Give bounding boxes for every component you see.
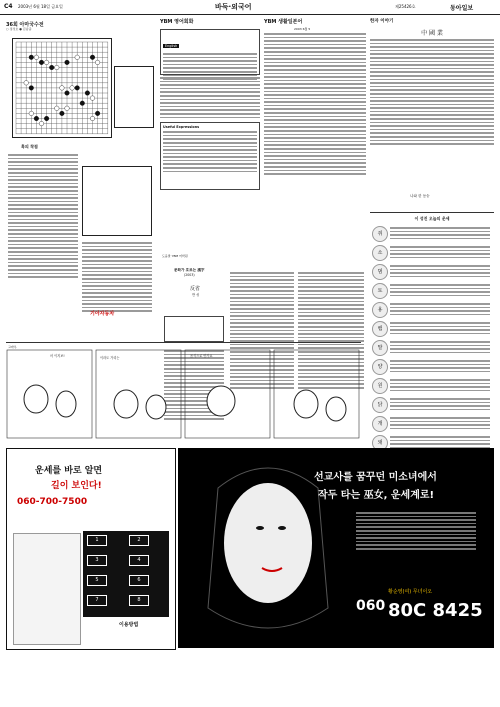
paper-name: 동아일보 (450, 5, 474, 12)
ad-number-cell: 4 (129, 555, 149, 566)
go-stone (90, 116, 95, 121)
ad-left-number-grid (83, 531, 169, 617)
cartoon-bubble-2: 이라도 가리는 (100, 356, 120, 360)
zodiac-icon: 토 (372, 283, 388, 299)
cartoon-bubble-3: 음식으로 만가요 (190, 354, 213, 358)
go-board-grid (13, 39, 111, 137)
ad-left-phone: 060-700-7500 (17, 497, 88, 507)
go-stone (95, 111, 100, 116)
go-stone (85, 91, 90, 96)
go-players: ○ 정성호 ● 김남중 (6, 27, 32, 31)
go-stone (29, 55, 34, 60)
fortune-ad-left (6, 448, 176, 650)
fortune-row (372, 320, 492, 337)
go-stone (65, 60, 70, 65)
ad-number-cell: 3 (87, 555, 107, 566)
ybm-english-expressions-title: Useful Expressions (163, 125, 200, 130)
go-board-main (12, 38, 112, 138)
fortune-text (390, 377, 490, 393)
fortune-row (372, 282, 492, 299)
page-date: 2003년 6월 18일 금요일 (18, 4, 63, 9)
ad-right-headline-1: 선교사를 꿈꾸던 미소녀에서 (314, 472, 437, 483)
ad-number-cell: 6 (129, 575, 149, 586)
zodiac-icon: 돼 (372, 435, 388, 451)
go-stone (34, 55, 39, 60)
fortune-column (370, 212, 494, 453)
ad-right-phone-prefix: 060 (356, 598, 386, 614)
go-text-left (8, 152, 78, 280)
ybm-japanese-label: YBM 생활일본어 (264, 19, 303, 25)
ad-left-icon-grid (13, 533, 81, 645)
fortune-row (372, 263, 492, 280)
fortune-text (390, 339, 490, 355)
go-stone (55, 65, 60, 70)
ybm-english-column (160, 18, 260, 263)
ybm-english-label: YBM 영어회화 (160, 19, 194, 25)
zodiac-icon: 닭 (372, 397, 388, 413)
ad-number-cell: 1 (87, 535, 107, 546)
go-stone (65, 106, 70, 111)
go-stone (29, 111, 34, 116)
go-column (6, 18, 154, 320)
go-stone (44, 116, 49, 121)
fortune-text (390, 301, 490, 317)
issue-number: 제25426호 (395, 4, 416, 9)
ad-right-body (356, 510, 476, 552)
go-stone (29, 86, 34, 91)
ad-right-headline-2: 작두 타는 巫女, 운세계로! (318, 490, 435, 501)
culture-table (164, 316, 224, 342)
cartoon-drawing (6, 349, 361, 441)
hanja-footer: 나와 한 동숭 (410, 194, 430, 198)
fortune-row (372, 377, 492, 394)
fortune-ad-right (178, 448, 494, 648)
culture-title: 문화가 흐르는 漢字 (174, 268, 205, 272)
go-stone (60, 111, 65, 116)
fortune-row (372, 301, 492, 318)
ybm-english-expressions-text (163, 131, 257, 172)
go-stone (95, 60, 100, 65)
go-stone (70, 86, 75, 91)
go-stone (65, 91, 70, 96)
cartoon-strip (6, 342, 361, 443)
page-number: C4 (4, 3, 13, 10)
zodiac-icon: 범 (372, 264, 388, 280)
go-stone (34, 116, 39, 121)
fortune-text (390, 320, 490, 336)
go-caption: 흑의 착점 (21, 144, 38, 149)
go-stone (49, 65, 54, 70)
go-stone (24, 81, 29, 86)
zodiac-icon: 뱀 (372, 321, 388, 337)
go-board-small (82, 166, 152, 236)
ybm-english-pill: English (165, 44, 178, 48)
go-stone (75, 86, 80, 91)
zodiac-icon: 양 (372, 359, 388, 375)
fortune-text (390, 282, 490, 298)
zodiac-icon: 소 (372, 245, 388, 261)
go-stone (60, 86, 65, 91)
fortune-text (390, 396, 490, 412)
zodiac-icon: 원 (372, 378, 388, 394)
zodiac-icon: 개 (372, 416, 388, 432)
ybm-japanese-column (264, 18, 366, 263)
fortune-row (372, 339, 492, 356)
fortune-row (372, 225, 492, 242)
ad-number-cell: 2 (129, 535, 149, 546)
ad-number-cell: 5 (87, 575, 107, 586)
ad-left-headline-2: 길이 보인다! (51, 481, 102, 491)
ybm-english-box (160, 29, 260, 75)
go-stone (39, 121, 44, 126)
ybm-japanese-body (264, 33, 366, 175)
zodiac-icon: 쥐 (372, 226, 388, 242)
fortune-text (390, 358, 490, 374)
ad-right-phone: 80C 8425 (388, 600, 483, 621)
fortune-row (372, 415, 492, 432)
zodiac-icon: 용 (372, 302, 388, 318)
go-stone (90, 96, 95, 101)
ad-number-cell: 8 (129, 595, 149, 606)
hanja-word: 中 國 業 (421, 30, 443, 37)
culture-reading: 반 성 (192, 293, 200, 297)
ybm-japanese-note: 2003 6월 5 (294, 27, 311, 31)
ybm-english-expressions (160, 122, 260, 190)
go-stone (90, 55, 95, 60)
cartoon-bubble-1: 어 이지보! (50, 354, 65, 358)
ybm-english-box-text (163, 53, 257, 80)
fortune-text (390, 225, 490, 241)
hanja-body (370, 39, 494, 145)
cartoon-label: 고바우 (8, 345, 17, 349)
go-stone (55, 106, 60, 111)
go-stone (44, 60, 49, 65)
go-stone (39, 60, 44, 65)
go-sponsor-logo: 기아자동차 (90, 311, 115, 317)
ad-left-headline-1: 운세를 바로 알면 (35, 466, 103, 476)
section-title: 바둑·외국어 (215, 3, 252, 11)
hanja-title: 한자 이야기 (370, 19, 394, 24)
culture-year: (2003) (184, 273, 195, 277)
fortune-row (372, 396, 492, 413)
fortune-text (390, 263, 490, 279)
zodiac-icon: 말 (372, 340, 388, 356)
go-stone (80, 101, 85, 106)
go-title: 36회 아마국수전 (6, 22, 44, 28)
ybm-english-body (160, 77, 260, 118)
ad-right-name: 황순영(여) 무녀이오 (388, 589, 433, 595)
fortune-row (372, 358, 492, 375)
fortune-row (372, 244, 492, 261)
culture-hanja: 反省 (190, 286, 201, 292)
ad-number-cell: 7 (87, 595, 107, 606)
fortune-text (390, 244, 490, 260)
fortune-text (390, 415, 490, 431)
ad-left-cta: 이용방법 (119, 622, 139, 628)
fortune-title: 이 성진 오늘의 운세 (414, 216, 450, 221)
go-stone (75, 55, 80, 60)
go-board-diagram (114, 66, 154, 128)
hanja-column (370, 18, 494, 206)
go-text-right (82, 240, 152, 314)
page-header (0, 0, 500, 15)
ybm-english-footer: 도움말 YBM 어학원 (162, 254, 188, 258)
